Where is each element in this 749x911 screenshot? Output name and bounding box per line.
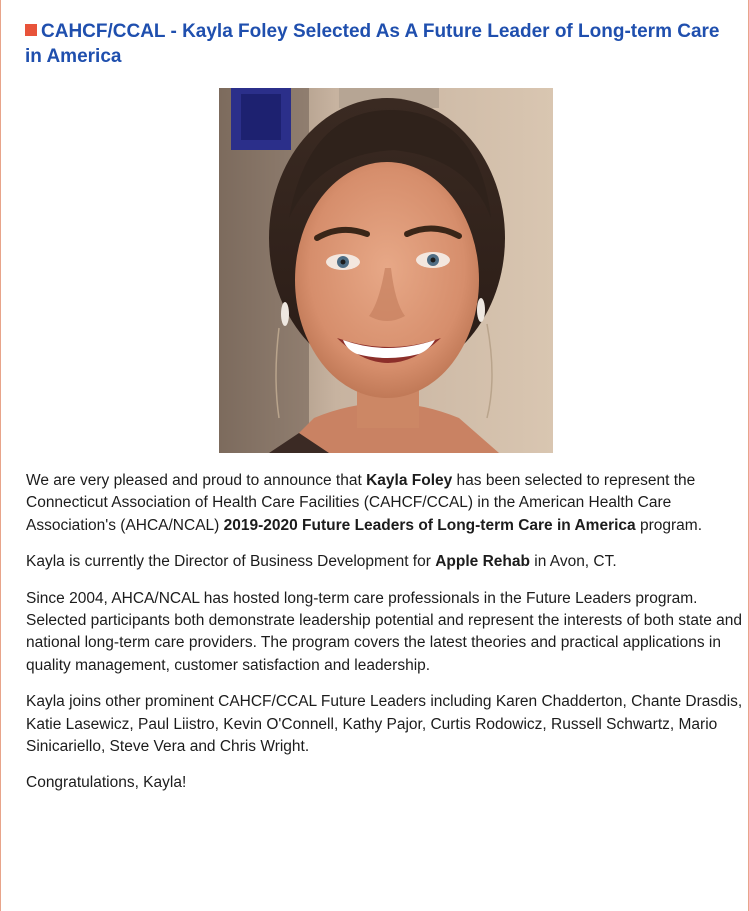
article-headline: [25, 19, 725, 69]
company-name: Apple Rehab: [435, 553, 530, 571]
paragraph-program-history: Since 2004, AHCA/NCAL has hosted long-term care professionals in the Future Leaders program. Selected participants both demonstrate leadership potential and represent the interests of both state and national long-term care providers. The program covers the latest theories and practical applications in quality management, customer satisfaction and leadership.: [26, 589, 743, 674]
headline-text: CAHCF/CCAL - Kayla Foley Selected As A Future Leader of Long-term Care in America: [25, 21, 720, 67]
person-name: Kayla Foley: [366, 472, 453, 489]
paragraph-role: Kayla is currently the Director of Business Development for Apple Rehab in Avon, CT.: [26, 553, 617, 571]
portrait-illustration: [219, 88, 553, 453]
headline-bullet-icon: [25, 24, 37, 36]
paragraph-announcement: We are very pleased and proud to announce that Kayla Foley has been selected to represent the Connecticut Association of Health Care Facilities (CAHCF/CCAL) in the American Health Care Association's (AHCA/NCAL) 2019-2020 Future Leaders of Long-term Care in America program.: [26, 472, 703, 534]
paragraph-other-leaders: Kayla joins other prominent CAHCF/CCAL Future Leaders including Karen Chadderton, Chante Drasdis, Katie Lasewicz, Paul Liistro, Kevin O'Connell, Kathy Pajor, Curtis Rodowicz, Russell Schwartz, Mario Sinicariello, Steve Vera and Chris Wright.: [26, 693, 743, 756]
portrait-photo: [219, 88, 553, 453]
program-name: 2019-2020 Future Leaders of Long-term Care in America: [223, 516, 636, 534]
article-body: [26, 470, 746, 809]
paragraph-congratulations: Congratulations, Kayla!: [26, 774, 187, 792]
